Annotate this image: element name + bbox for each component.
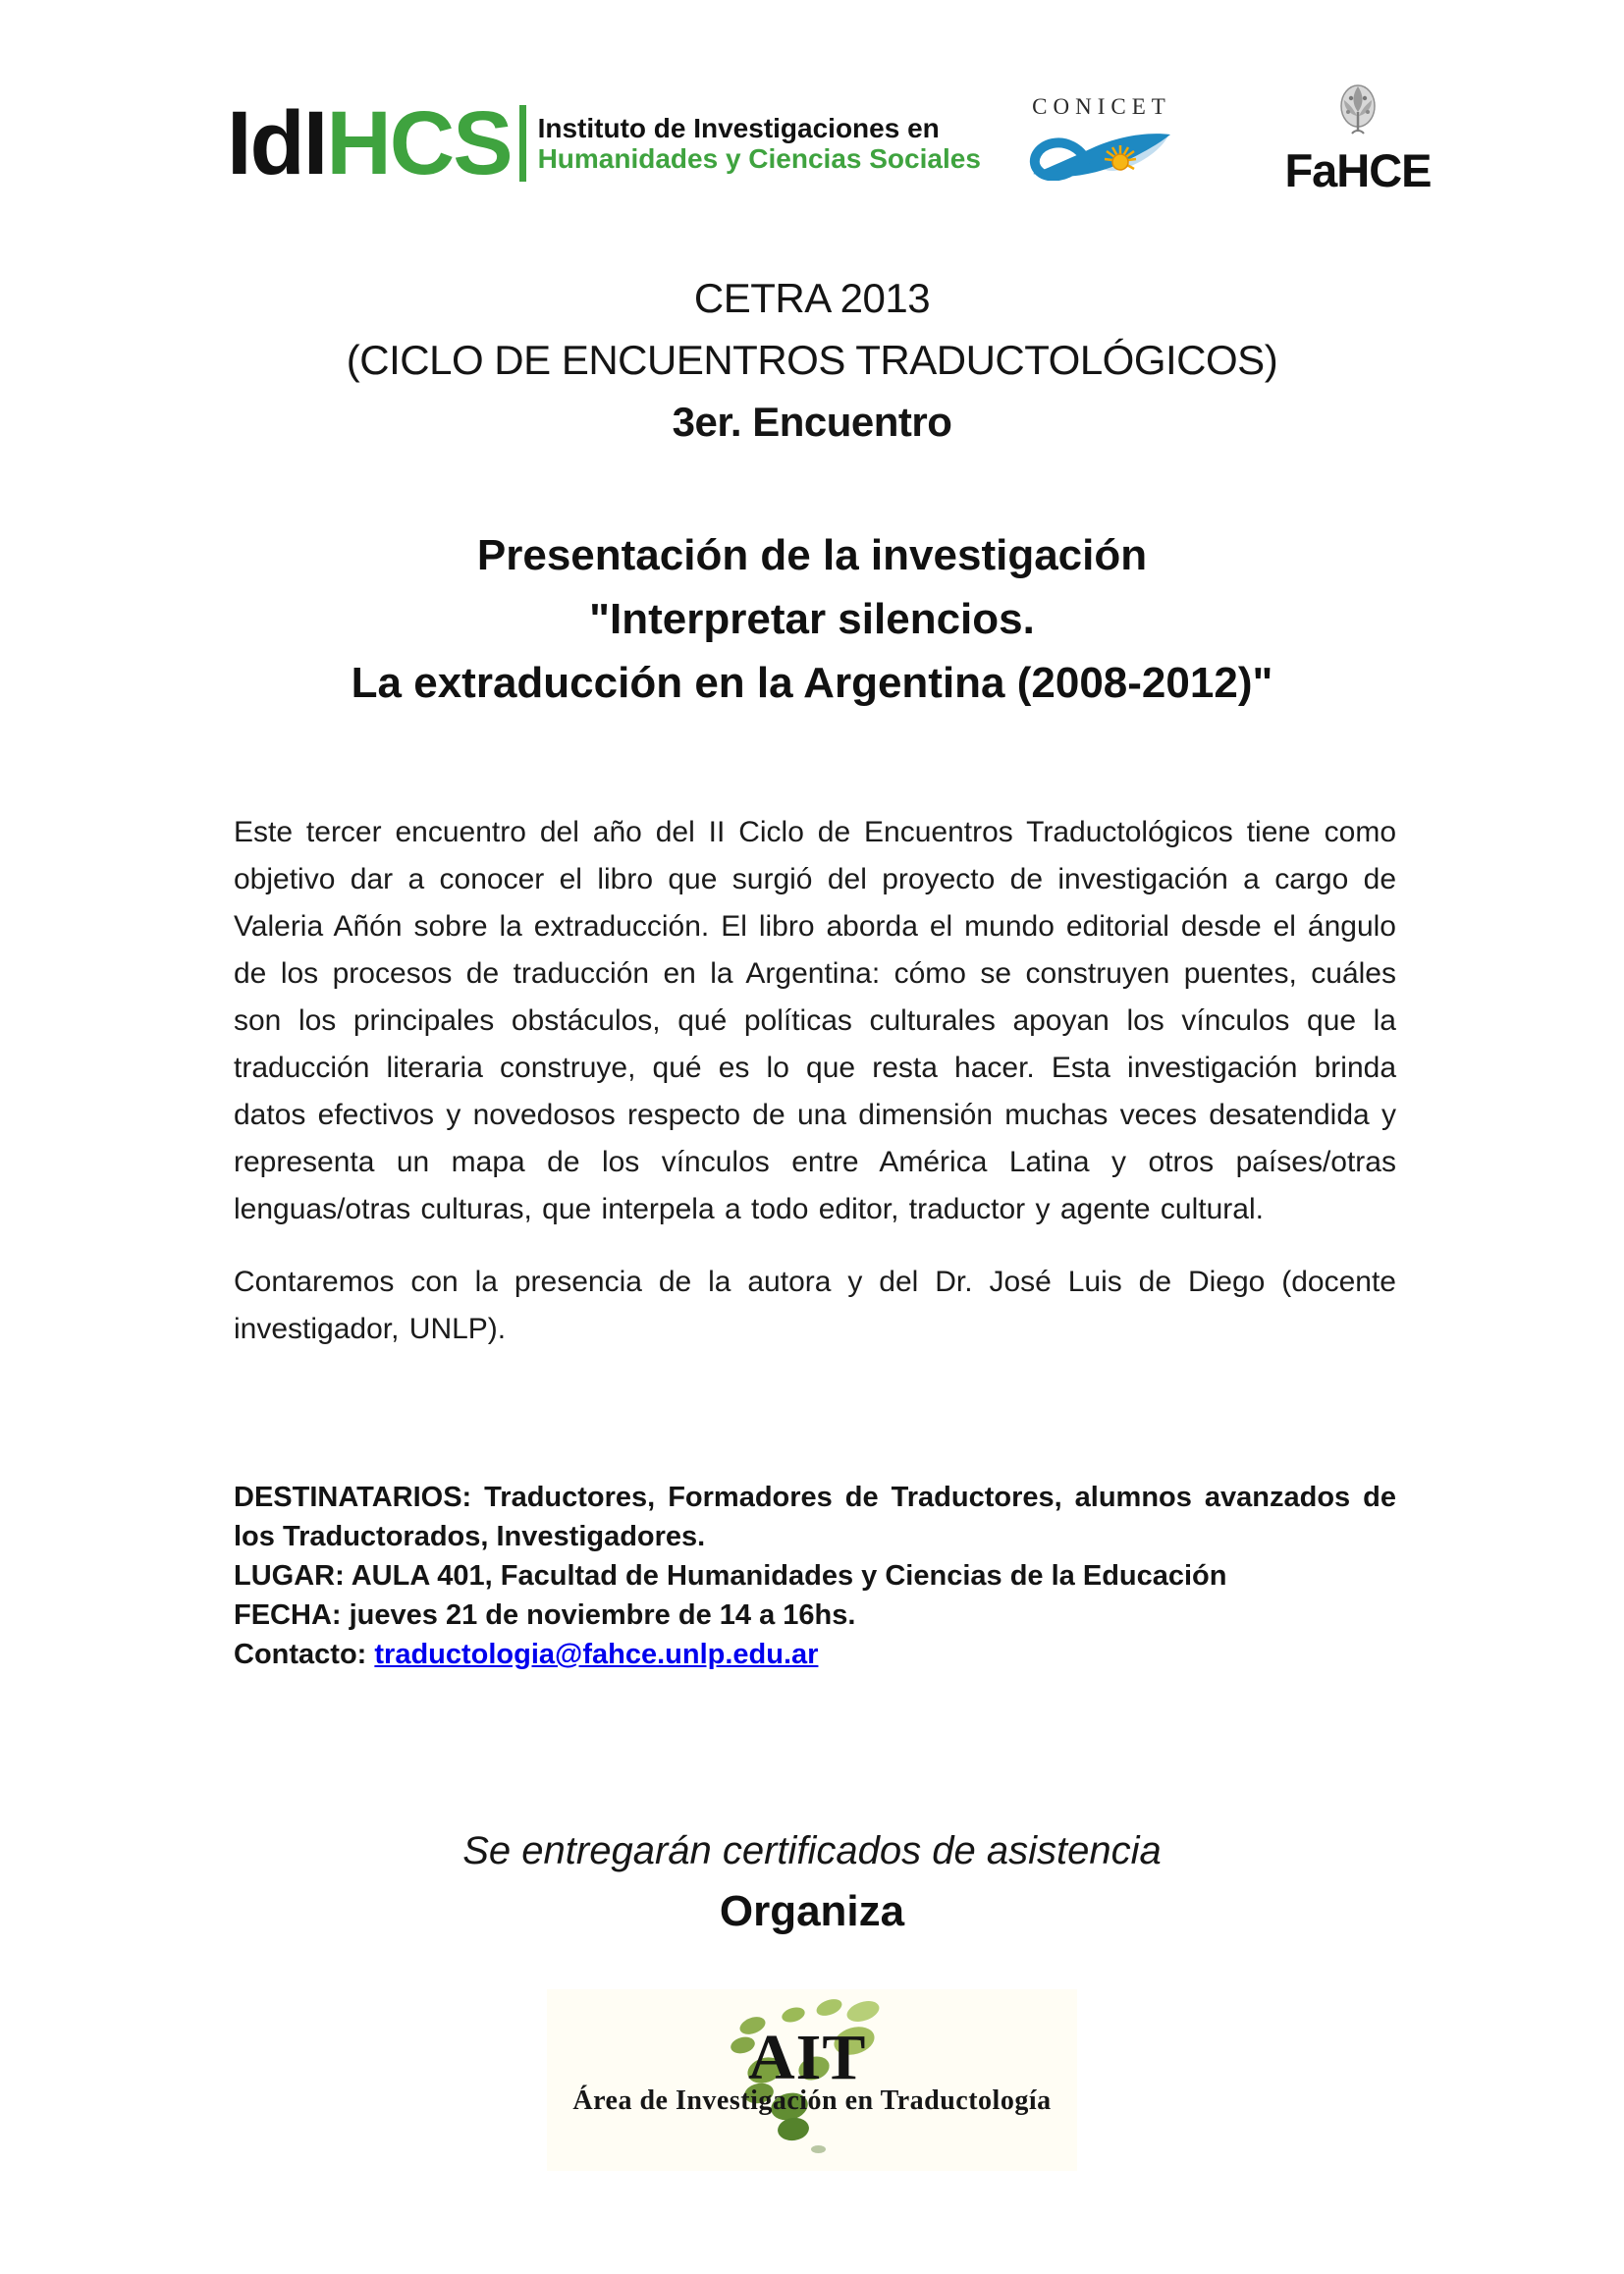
event-details xyxy=(234,1478,1396,1674)
detail-contacto xyxy=(234,1635,1396,1674)
detail-destinatarios: DESTINATARIOS: Traductores, Formadores de Traductores, alumnos avanzados de los Traductorados, Investigadores. xyxy=(234,1482,1396,1552)
ait-name: Área de Investigación en Traductología xyxy=(572,2085,1052,2116)
idihcs-name xyxy=(538,113,981,174)
event-title-line3: 3er. Encuentro xyxy=(672,399,952,445)
contact-email-link[interactable]: traductologia@fahce.unlp.edu.ar xyxy=(374,1639,819,1670)
detail-lugar: LUGAR: AULA 401, Facultad de Humanidades y Ciencias de la Educación xyxy=(234,1560,1227,1592)
idihcs-acronym xyxy=(227,93,512,193)
description-paragraph1: Este tercer encuentro del año del II Ciclo de Encuentros Traductológicos tiene como objetivo dar a conocer el libro que surgió del proyecto de investigación a cargo de Valeria Añón sobre la extraducción. El libro aborda el mundo editorial desde el ángulo de los procesos de traducción en la Argentina: cómo se construyen puentes, cuáles son los principales obstáculos, qué políticas culturales apoyan los vínculos que la traducción literaria construye, qué es lo que resta hacer. Esta investigación brinda datos efectivos y novedosos respecto de una dimensión muchas veces desatendida y representa un mapa de los vínculos entre América Latina y otros países/otras lenguas/otras culturas, que interpela a todo editor, traductor y agente cultural. xyxy=(234,816,1396,1225)
ait-acronym: AIT xyxy=(747,2022,867,2093)
ait-logo xyxy=(547,1989,1077,2171)
ait-leaf-shape-icon xyxy=(814,1995,844,2018)
fahce-wordmark: FaHCE xyxy=(1284,144,1432,196)
certificates-note: Se entregarán certificados de asistencia xyxy=(462,1829,1162,1872)
conicet-ribbon-icon xyxy=(1021,124,1178,186)
fahce-emblem-icon xyxy=(1274,82,1441,146)
event-title xyxy=(0,267,1624,453)
presentation-title xyxy=(0,523,1624,715)
contacto-label: Contacto: xyxy=(234,1639,375,1670)
organiza-heading: Organiza xyxy=(719,1887,905,1935)
presentation-title-line3: La extraducción en la Argentina (2008-2012)" xyxy=(351,659,1273,707)
idihcs-divider-bar xyxy=(519,105,526,182)
idihcs-name-line2: Humanidades y Ciencias Sociales xyxy=(537,143,981,174)
detail-fecha: FECHA: jueves 21 de noviembre de 14 a 16hs. xyxy=(234,1599,856,1631)
ait-leaf-shape-icon xyxy=(811,2145,826,2153)
presentation-title-line2: "Interpretar silencios. xyxy=(589,595,1035,643)
idihcs-acronym-black: IdI xyxy=(227,93,327,193)
event-title-line1: CETRA 2013 xyxy=(693,275,931,321)
conicet-logo xyxy=(1021,94,1178,186)
header xyxy=(0,0,1624,255)
conicet-wordmark: CONICET xyxy=(1032,94,1171,119)
event-title-line2: (CICLO DE ENCUENTROS TRADUCTOLÓGICOS) xyxy=(346,337,1278,383)
presentation-title-line1: Presentación de la investigación xyxy=(476,531,1148,579)
description-paragraph2: Contaremos con la presencia de la autora y del Dr. José Luis de Diego (docente investigador, UNLP). xyxy=(234,1266,1396,1345)
idihcs-name-line1: Instituto de Investigaciones en xyxy=(537,113,940,143)
idihcs-acronym-green: HCS xyxy=(326,93,512,193)
idihcs-logo xyxy=(227,93,981,193)
fahce-logo xyxy=(1274,82,1441,196)
description xyxy=(234,809,1396,1353)
